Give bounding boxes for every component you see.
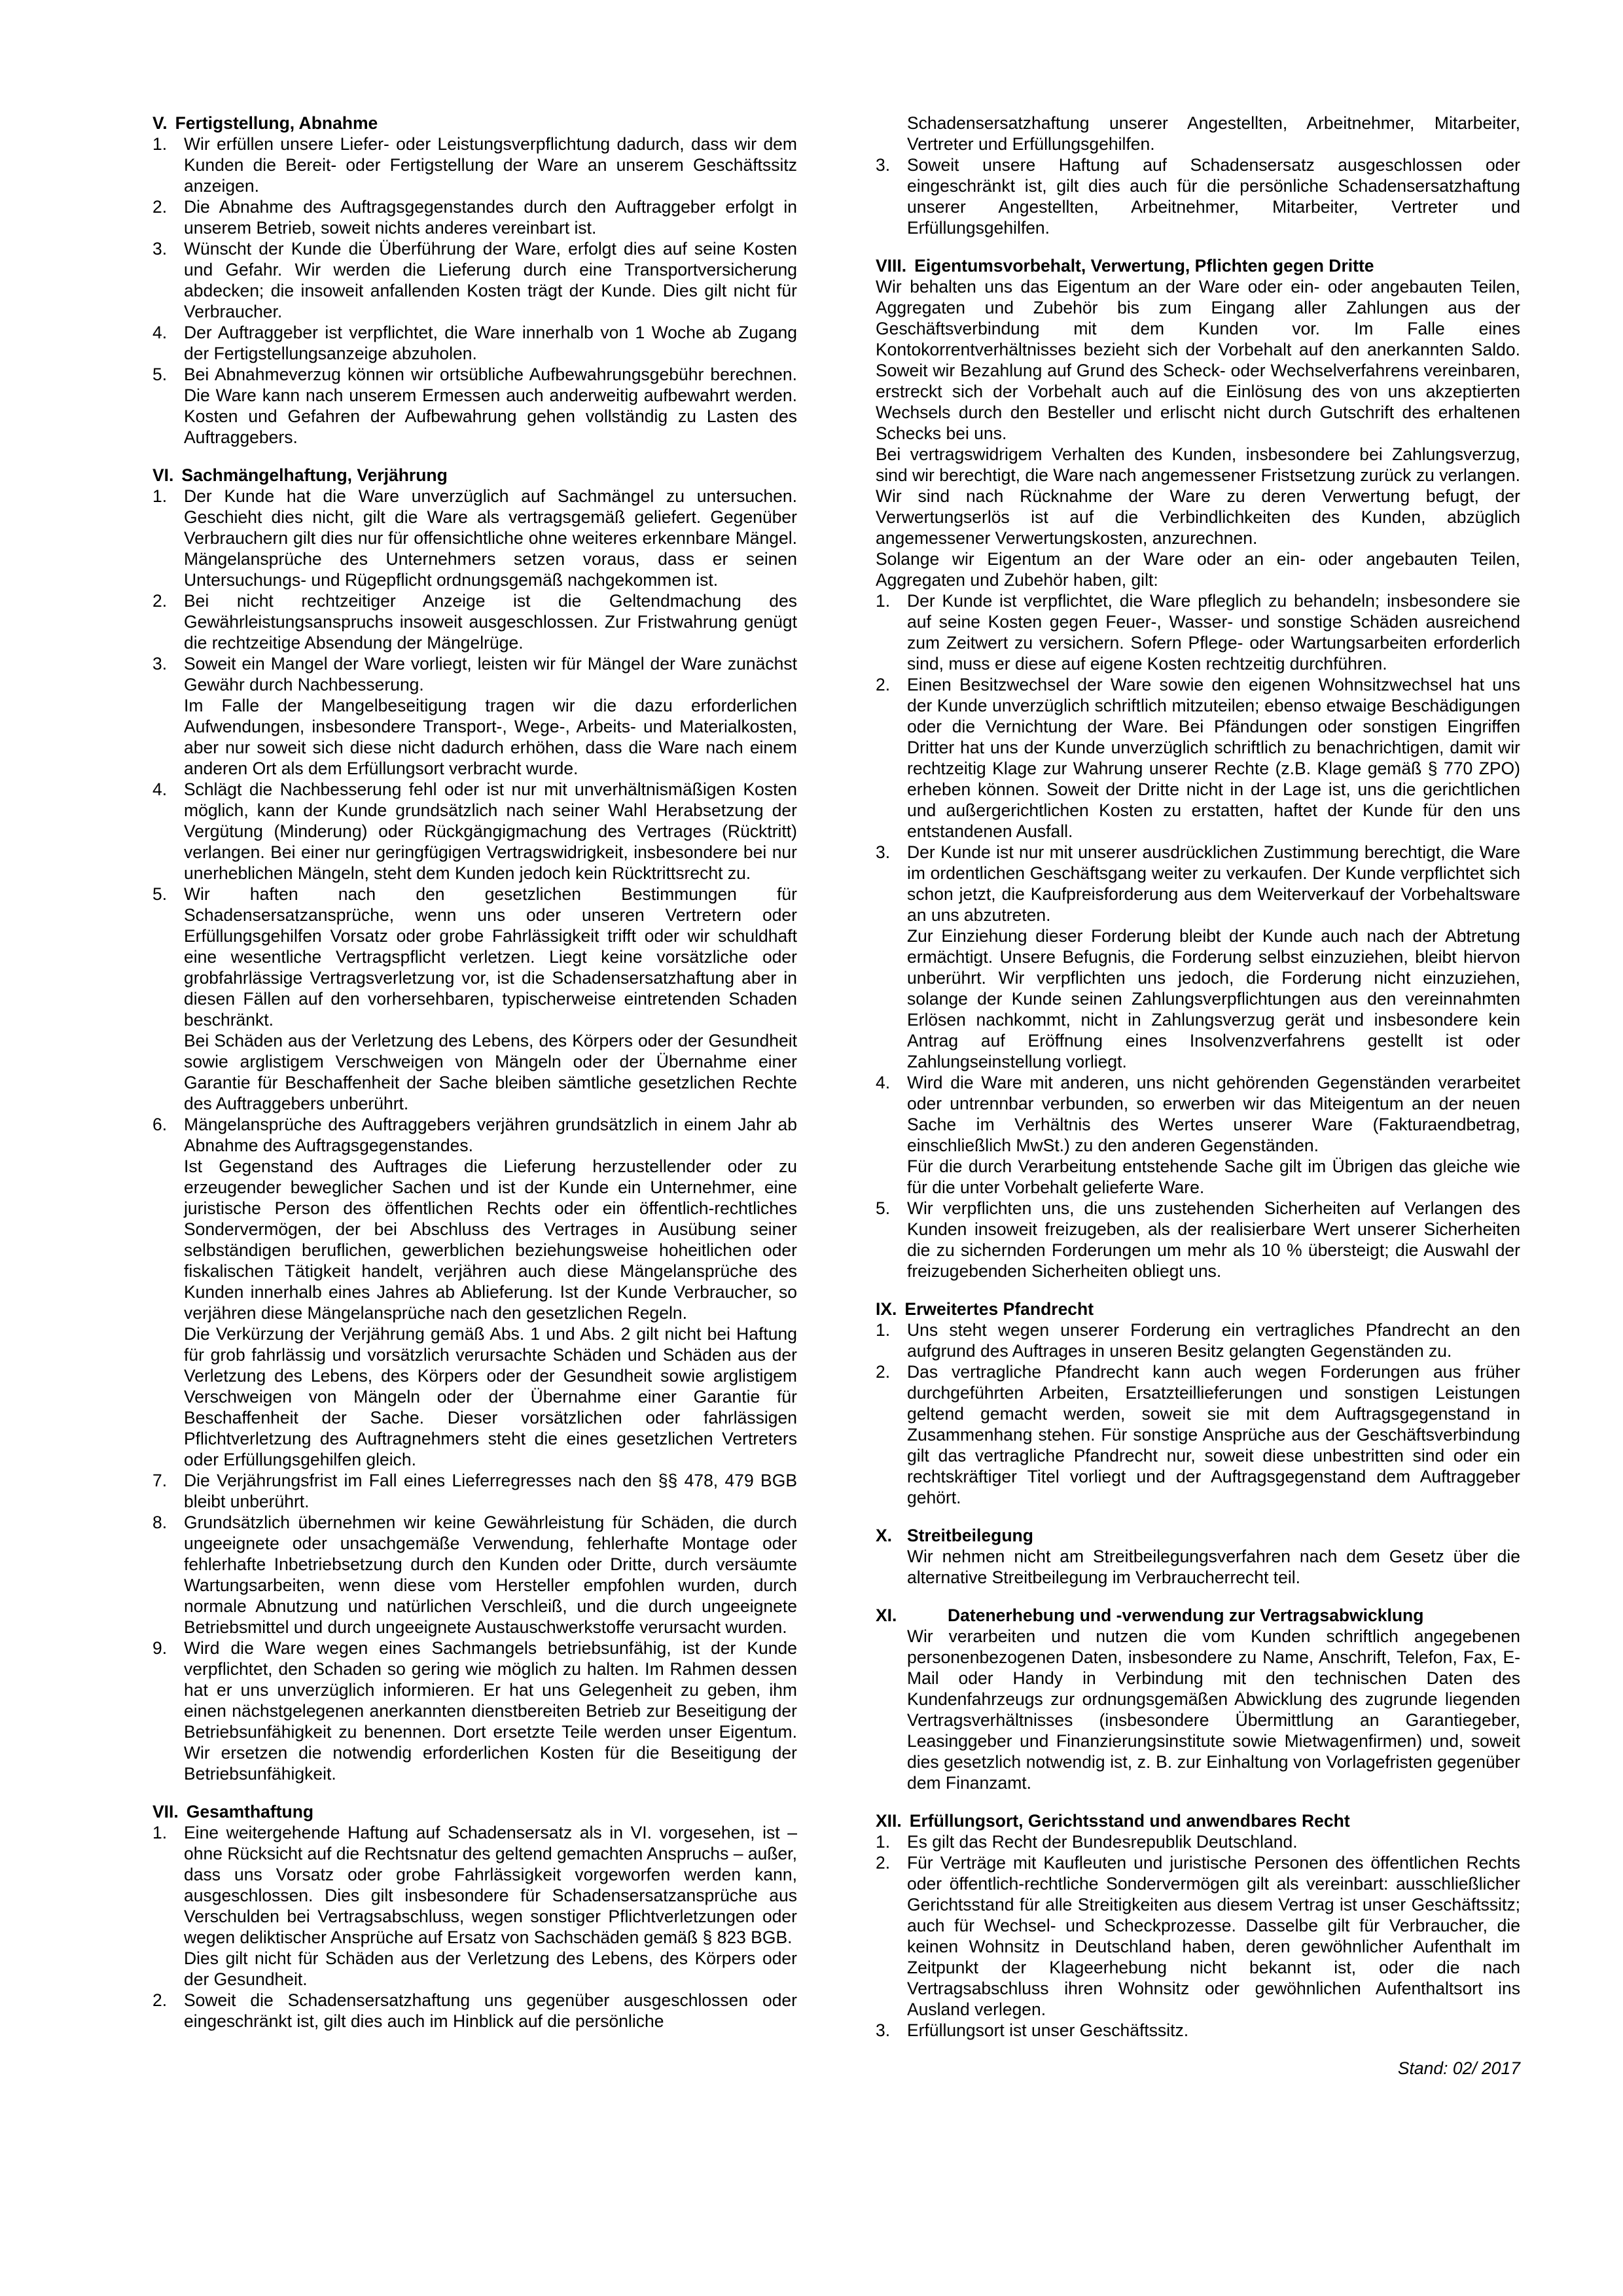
paragraph: Eine weitergehende Haftung auf Schadensersatz als in VI. vorgesehen, ist – ohne Rücksicht auf die Rechtsnatur des geltend gemachten Anspruchs – außer, dass uns Vorsatz oder grobe Fahrlässigkeit vorgeworfen werden kann, ausgeschlossen. Dies gilt insbesondere für Schadensersatzansprüche aus Verschulden bei Vertragsabschluss, wegen sonstiger Pflichtverletzungen oder wegen deliktischer Ansprüche auf Ersatz von Sachschäden gemäß § 823 BGB. — [184, 1823, 797, 1947]
numbered-clause — [152, 486, 797, 590]
clause-text — [184, 1990, 797, 2032]
clause-number — [876, 1546, 907, 1588]
paragraph: Bei nicht rechtzeitiger Anzeige ist die Geltendmachung des Gewährleistungsanspruchs insoweit ausgeschlossen. Zur Fristwahrung genügt die rechtzeitige Absendung der Mängelrüge. — [184, 591, 797, 653]
numbered-clause — [152, 653, 797, 779]
section-title: Gesamthaftung — [186, 1802, 314, 1821]
clause-number: 2. — [876, 675, 891, 694]
paragraph: Mängelansprüche des Auftraggebers verjähren grundsätzlich in einem Jahr ab Abnahme des Auftragsgegenstandes. — [184, 1115, 797, 1155]
section-title: Erfüllungsort, Gerichtsstand und anwendbares Recht — [909, 1811, 1350, 1831]
numbered-clause — [876, 1831, 1520, 1852]
paragraph: Wir verpflichten uns, die uns zustehenden Sicherheiten auf Verlangen des Kunden insoweit freizugeben, als der realisierbare Wert unserer Sicherheiten die zu sichernden Forderungen um mehr als 10 % übersteigt; die Auswahl der freizugebenden Sicherheiten obliegt uns. — [907, 1198, 1520, 1281]
clause-number: 3. — [876, 155, 891, 175]
clause-text — [184, 196, 797, 238]
paragraph: Wir behalten uns das Eigentum an der Ware oder ein- oder angebauten Teilen, Aggregaten und Zubehör bis zum Eingang aller Zahlungen aus der Geschäftsverbindung mit dem Kunden vor. Im Falle eines Kontokorrentverhältnisses bezieht sich der Vorbehalt auf den anerkannten Saldo. Soweit wir Bezahlung auf Grund des Scheck- oder Wechselverfahrens vereinbaren, erstreckt sich der Vorbehalt auch auf die Einlösung des von uns akzeptierten Wechsels durch den Besteller und erlischt nicht durch Gutschrift des erhaltenen Schecks bei uns. — [876, 277, 1520, 443]
section-numeral: IX. — [876, 1299, 897, 1319]
paragraph: Schadensersatzhaftung unserer Angestellten, Arbeitnehmer, Mitarbeiter, Vertreter und Erfüllungsgehilfen. — [907, 113, 1520, 154]
section-title: Sachmängelhaftung, Verjährung — [181, 465, 448, 485]
numbered-clause — [876, 1319, 1520, 1361]
clause-number: 5. — [876, 1198, 891, 1218]
paragraph: Der Auftraggeber ist verpflichtet, die Ware innerhalb von 1 Woche ab Zugang der Fertigstellungsanzeige abzuholen. — [184, 323, 797, 363]
clause-number: 4. — [152, 780, 168, 799]
paragraph: Im Falle der Mangelbeseitigung tragen wir die dazu erforderlichen Aufwendungen, insbesondere Transport-, Wege-, Arbeits- und Materialkosten, aber nur soweit sich diese nicht dadurch erhöhen, dass die Ware nach einem anderen Ort als dem Erfüllungsort verbracht wurde. — [184, 696, 797, 778]
numbered-clause — [152, 779, 797, 884]
paragraph: Schlägt die Nachbesserung fehl oder ist nur mit unverhältnismäßigen Kosten möglich, kann der Kunde grundsätzlich nach seiner Wahl Herabsetzung der Vergütung (Minderung) oder Rückgängigmachung des Vertrages (Rücktritt) verlangen. Bei einer nur geringfügigen Vertragswidrigkeit, insbesondere bei nur unerheblichen Mängeln, steht dem Kunden jedoch kein Rücktrittsrecht zu. — [184, 780, 797, 883]
section — [876, 1525, 1520, 1588]
numbered-clause — [152, 364, 797, 448]
clause-number: 1. — [152, 486, 168, 506]
section — [876, 1810, 1520, 2041]
section-title: Erweitertes Pfandrecht — [904, 1299, 1094, 1319]
clause-number: 6. — [152, 1115, 168, 1134]
numbered-clause — [152, 884, 797, 1114]
clause-text — [907, 154, 1520, 238]
numbered-clause — [152, 1512, 797, 1638]
clause-number: 3. — [152, 239, 168, 259]
clause-number: 2. — [876, 1362, 891, 1382]
section-heading — [876, 1525, 1520, 1546]
revision-date: Stand: 02/ 2017 — [1397, 2058, 1520, 2078]
numbered-clause — [876, 1072, 1520, 1198]
section-numeral: X. — [876, 1526, 893, 1545]
paragraph: Solange wir Eigentum an der Ware oder an ein- oder angebauten Teilen, Aggregaten und Zubehör haben, gilt: — [876, 549, 1520, 590]
section — [876, 113, 1520, 238]
clause-text — [184, 364, 797, 448]
clause-text — [184, 134, 797, 196]
clause-text — [907, 1626, 1520, 1793]
clause-text — [907, 590, 1520, 674]
clause-number: 3. — [876, 2020, 891, 2040]
clause-text — [876, 444, 1520, 548]
paragraph: Für die durch Verarbeitung entstehende Sache gilt im Übrigen das gleiche wie für die unter Vorbehalt gelieferte Ware. — [907, 1157, 1520, 1197]
paragraph: Soweit die Schadensersatzhaftung uns gegenüber ausgeschlossen oder eingeschränkt ist, gilt dies auch im Hinblick auf die persönliche — [184, 1990, 797, 2031]
numbered-clause — [876, 1852, 1520, 2020]
left-column — [152, 113, 797, 2032]
section-heading — [876, 1605, 1520, 1626]
clause-text — [184, 486, 797, 590]
clause-number: 9. — [152, 1638, 168, 1658]
clause-number: 4. — [876, 1073, 891, 1092]
paragraph: Uns steht wegen unserer Forderung ein vertragliches Pfandrecht an den aufgrund des Auftrages in unseren Besitz gelangten Gegenständen zu. — [907, 1320, 1520, 1361]
numbered-clause — [152, 134, 797, 196]
paragraph: Wir erfüllen unsere Liefer- oder Leistungsverpflichtung dadurch, dass wir dem Kunden die Bereit- oder Fertigstellung der Ware an unserem Geschäftssitz anzeigen. — [184, 134, 797, 196]
paragraph: Die Verkürzung der Verjährung gemäß Abs. 1 und Abs. 2 gilt nicht bei Haftung für grob fahrlässig und vorsätzlich verursachte Schäden und Schäden aus der Verletzung des Lebens, des Körpers oder der Gesundheit sowie arglistigem Verschweigen von Mängeln oder der Übernahme einer Garantie für Beschaffenheit der Sache. Dieser vorsätzlichen oder fahrlässigen Pflichtverletzung des Auftragnehmers steht die eines gesetzlichen Vertreters oder Erfüllungsgehilfen gleich. — [184, 1324, 797, 1469]
clause-text — [184, 1512, 797, 1638]
section — [152, 113, 797, 448]
section-heading — [152, 113, 797, 134]
section-numeral: V. — [152, 113, 168, 133]
section-heading — [152, 465, 797, 486]
clause-number: 2. — [152, 197, 168, 217]
clause-number: 2. — [876, 1853, 891, 1873]
clause-number: 7. — [152, 1471, 168, 1490]
clause-number: 4. — [152, 323, 168, 342]
numbered-clause — [876, 674, 1520, 842]
section-title: Streitbeilegung — [907, 1526, 1033, 1545]
clause-text — [907, 1072, 1520, 1198]
clause-number — [876, 1626, 907, 1793]
clause-text — [907, 1831, 1520, 1852]
numbered-clause — [152, 1638, 797, 1784]
clause-text — [184, 1822, 797, 1990]
right-column — [876, 113, 1520, 2079]
paragraph: Der Kunde ist nur mit unserer ausdrücklichen Zustimmung berechtigt, die Ware im ordentlichen Geschäftsgang weiter zu verkaufen. Der Kunde verpflichtet sich schon jetzt, die Kaufpreisforderung aus dem Weiterverkauf der Vorbehaltsware an uns abzutreten. — [907, 842, 1520, 925]
paragraph: Wünscht der Kunde die Überführung der Ware, erfolgt dies auf seine Kosten und Gefahr. Wir werden die Lieferung durch eine Transportversicherung abdecken; die insoweit anfallenden Kosten trägt der Kunde. Dies gilt nicht für Verbraucher. — [184, 239, 797, 321]
clause-text — [907, 113, 1520, 154]
clause-number: 2. — [152, 591, 168, 611]
section-numeral: XI. — [876, 1605, 897, 1625]
paragraph: Das vertragliche Pfandrecht kann auch wegen Forderungen aus früher durchgeführten Arbeiten, Ersatzteillieferungen und sonstigen Leistungen geltend gemacht werden, soweit sie mit dem Auftragsgegenstand in Zusammenhang stehen. Für sonstige Ansprüche aus der Geschäftsverbindung gilt das vertragliche Pfandrecht nur, soweit diese unbestritten sind oder ein rechtskräftiger Titel vorliegt und der Auftragsgegenstand dem Auftraggeber gehört. — [907, 1362, 1520, 1507]
clause-number: 1. — [876, 1832, 891, 1852]
paragraph: Erfüllungsort ist unser Geschäftssitz. — [907, 2020, 1189, 2040]
paragraph: Soweit unsere Haftung auf Schadensersatz ausgeschlossen oder eingeschränkt ist, gilt dies auch für die persönliche Schadensersatzhaftung unserer Angestellten, Arbeitnehmer, Mitarbeiter, Vertreter und Erfüllungsgehilfen. — [907, 155, 1520, 238]
clause-text — [907, 674, 1520, 842]
paragraph: Wird die Ware mit anderen, uns nicht gehörenden Gegenständen verarbeitet oder untrennbar verbunden, so erwerben wir das Miteigentum an der neuen Sache im Verhältnis des Wertes unserer Ware (Fakturaendbetrag, einschließlich MwSt.) zu den anderen Gegenständen. — [907, 1073, 1520, 1155]
paragraph: Für Verträge mit Kaufleuten und juristische Personen des öffentlichen Rechts oder öffentlich-rechtliche Sondervermögen gilt als vereinbart: ausschließlicher Gerichtsstand für alle Streitigkeiten aus diesem Vertrag ist unser Geschäftssitz; auch für Wechsel- und Scheckprozesse. Dasselbe gilt für Verbraucher, die keinen Wohnsitz in Deutschland haben, deren gewöhnlicher Aufenthalt im Zeitpunkt der Klageerhebung nicht bekannt ist, oder die nach Vertragsabschluss ihren Wohnsitz oder gewöhnlichen Aufenthaltsort ins Ausland verlegen. — [907, 1853, 1520, 2019]
paragraph: Soweit ein Mangel der Ware vorliegt, leisten wir für Mängel der Ware zunächst Gewähr durch Nachbesserung. — [184, 654, 797, 694]
numbered-clause — [152, 1822, 797, 1990]
clause-text — [184, 779, 797, 884]
paragraph: Wir haften nach den gesetzlichen Bestimmungen für Schadensersatzansprüche, wenn uns oder unseren Vertretern oder Erfüllungsgehilfen Vorsatz oder grobe Fahrlässigkeit trifft oder wir schuldhaft eine wesentliche Vertragspflicht verletzen. Liegt keine vorsätzliche oder grobfahrlässige Vertragsverletzung vor, ist die Schadensersatzhaftung aber in diesen Fällen auf den vorhersehbaren, typischerweise eintretenden Schaden beschränkt. — [184, 884, 797, 1030]
clause-text — [184, 1114, 797, 1470]
numbered-clause — [876, 2020, 1520, 2041]
right-column-sections — [876, 113, 1520, 2041]
paragraph: Es gilt das Recht der Bundesrepublik Deutschland. — [907, 1832, 1298, 1852]
clause-text — [876, 276, 1520, 444]
numbered-clause — [152, 322, 797, 364]
section — [152, 465, 797, 1784]
clause-text — [184, 1470, 797, 1512]
clause-number: 1. — [152, 1823, 168, 1842]
paragraph: Einen Besitzwechsel der Ware sowie den eigenen Wohnsitzwechsel hat uns der Kunde unverzüglich schriftlich mitzuteilen; ebenso etwaige Beschädigungen oder die Vernichtung der Ware. Bei Pfändungen oder sonstigen Eingriffen Dritter hat uns der Kunde unverzüglich schriftlich zu benachrichtigen, damit wir rechtzeitig Klage zur Wahrung unserer Rechte (z.B. Klage gemäß § 770 ZPO) erheben können. Soweit der Dritte nicht in der Lage ist, uns die gerichtlichen und außergerichtlichen Kosten zu erstatten, haftet der Kunde für den uns entstandenen Ausfall. — [907, 675, 1520, 841]
continuation-clause — [876, 1626, 1520, 1793]
clause-text — [907, 842, 1520, 1072]
numbered-clause — [152, 238, 797, 322]
numbered-clause — [152, 1990, 797, 2032]
numbered-clause — [152, 590, 797, 653]
section — [876, 1299, 1520, 1508]
numbered-clause — [152, 1470, 797, 1512]
numbered-clause — [876, 1198, 1520, 1282]
paragraph: Grundsätzlich übernehmen wir keine Gewährleistung für Schäden, die durch ungeeignete oder unsachgemäße Verwendung, fehlerhafte Montage oder fehlerhafte Inbetriebsetzung durch den Kunden oder Dritte, durch versäumte Wartungsarbeiten, wenn diese vom Hersteller empfohlen wurden, durch normale Abnutzung und natürlichen Verschleiß, und die durch ungeeignete Betriebsmittel und durch ungeeignete Austauschwerkstoffe verursacht wurden. — [184, 1513, 797, 1637]
clause-text — [184, 1638, 797, 1784]
paragraph: Bei Abnahmeverzug können wir ortsübliche Aufbewahrungsgebühr berechnen. Die Ware kann nach unserem Ermessen auch anderweitig aufbewahrt werden. Kosten und Gefahren der Aufbewahrung gehen vollständig zu Lasten des Auftraggebers. — [184, 365, 797, 447]
paragraph: Wir nehmen nicht am Streitbeilegungsverfahren nach dem Gesetz über die alternative Streitbeilegung im Verbraucherrecht teil. — [907, 1547, 1520, 1587]
clause-text — [907, 2020, 1520, 2041]
numbered-clause — [876, 1361, 1520, 1508]
paragraph: Dies gilt nicht für Schäden aus der Verletzung des Lebens, des Körpers oder der Gesundheit. — [184, 1948, 797, 1989]
paragraph: Die Abnahme des Auftragsgegenstandes durch den Auftraggeber erfolgt in unserem Betrieb, soweit nichts anderes vereinbart ist. — [184, 197, 797, 238]
paragraph: Zur Einziehung dieser Forderung bleibt der Kunde auch nach der Abtretung ermächtigt. Unsere Befugnis, die Forderung selbst einzuziehen, bleibt hiervon unberührt. Wir verpflichten uns jedoch, die Forderung nicht einzuziehen, solange der Kunde seinen Zahlungsverpflichtungen aus den vereinnahmten Erlösen nachkommt, nicht in Zahlungsverzug gerät und insbesondere kein Antrag auf Eröffnung eines Insolvenzverfahrens gestellt ist oder Zahlungseinstellung vorliegt. — [907, 926, 1520, 1071]
clause-number: 3. — [876, 842, 891, 862]
paragraph: Der Kunde hat die Ware unverzüglich auf Sachmängel zu untersuchen. Geschieht dies nicht, gilt die Ware als vertragsgemäß geliefert. Gegenüber Verbrauchern gilt dies nur für offensichtliche ohne weiteres erkennbare Mängel. Mängelansprüche des Unternehmers setzen voraus, dass er seinen Untersuchungs- und Rügepflicht ordnungsgemäß nachgekommen ist. — [184, 486, 797, 590]
clause-text — [907, 1198, 1520, 1282]
clause-text — [184, 238, 797, 322]
section-numeral: VII. — [152, 1802, 179, 1821]
numbered-clause — [876, 590, 1520, 674]
clause-number: 3. — [152, 654, 168, 673]
section-heading — [876, 255, 1520, 276]
section — [876, 255, 1520, 1282]
clause-text — [184, 653, 797, 779]
paragraph: Die Verjährungsfrist im Fall eines Lieferregresses nach den §§ 478, 479 BGB bleibt unberührt. — [184, 1471, 797, 1511]
clause-number — [876, 113, 907, 154]
clause-text — [184, 884, 797, 1114]
clause-text — [907, 1852, 1520, 2020]
clause-number: 1. — [876, 591, 891, 611]
section-title: Fertigstellung, Abnahme — [175, 113, 378, 133]
section-title: Datenerhebung und -verwendung zur Vertragsabwicklung — [948, 1605, 1424, 1625]
section-heading — [876, 1810, 1520, 1831]
numbered-clause — [152, 1114, 797, 1470]
numbered-clause — [152, 196, 797, 238]
clause-number: 5. — [152, 365, 168, 384]
paragraph: Wir verarbeiten und nutzen die vom Kunden schriftlich angegebenen personenbezogenen Daten, insbesondere zu Name, Anschrift, Telefon, Fax, E-Mail oder Handy in Verbindung mit den technischen Daten des Kundenfahrzeugs zur ordnungsgemäßen Abwicklung des zugrunde liegenden Vertragsverhältnisses (insbesondere Übermittlung an Garantiegeber, Leasinggeber und Finanzierungsinstitute sowie Mietwagenfirmen) und, soweit dies gesetzlich notwendig ist, z. B. zur Einhaltung von Vorlagefristen gegenüber dem Finanzamt. — [907, 1626, 1520, 1793]
numbered-clause — [876, 154, 1520, 238]
clause-text — [876, 548, 1520, 590]
clause-number: 2. — [152, 1990, 168, 2010]
clause-text — [907, 1319, 1520, 1361]
clause-text — [907, 1361, 1520, 1508]
paragraph: Ist Gegenstand des Auftrages die Lieferung herzustellender oder zu erzeugender beweglicher Sachen und ist der Kunde ein Unternehmer, eine juristische Person des öffentlichen Rechts oder ein öffentlich-rechtliches Sondervermögen, der bei Abschluss des Vertrages in Ausübung seiner selbständigen beruflichen, gewerblichen beziehungsweise hoheitlichen oder fiskalischen Tätigkeit handelt, verjähren auch diese Mängelansprüche des Kunden innerhalb eines Jahres ab Ablieferung. Ist der Kunde Verbraucher, so verjähren diese Mängelansprüche nach den gesetzlichen Regeln. — [184, 1157, 797, 1323]
paragraph-block — [876, 444, 1520, 548]
clause-number: 1. — [876, 1320, 891, 1340]
paragraph: Bei Schäden aus der Verletzung des Lebens, des Körpers oder der Gesundheit sowie arglistigem Verschweigen von Mängeln oder der Übernahme einer Garantie für Beschaffenheit der Sache bleiben sämtliche gesetzlichen Rechte des Auftraggebers unberührt. — [184, 1031, 797, 1113]
section-title: Eigentumsvorbehalt, Verwertung, Pflichten gegen Dritte — [914, 256, 1374, 276]
clause-text — [907, 1546, 1520, 1588]
section-numeral: XII. — [876, 1811, 902, 1831]
clause-text — [184, 590, 797, 653]
clause-number: 1. — [152, 134, 168, 154]
section-heading — [876, 1299, 1520, 1319]
continuation-clause — [876, 1546, 1520, 1588]
paragraph: Bei vertragswidrigem Verhalten des Kunden, insbesondere bei Zahlungsverzug, sind wir berechtigt, die Ware nach angemessener Fristsetzung zurück zu verlangen. Wir sind nach Rücknahme der Ware zu deren Verwertung befugt, der Verwertungserlös ist auf die Verbindlichkeiten des Kunden, abzüglich angemessener Verwertungskosten, anzurechnen. — [876, 444, 1520, 548]
section-numeral: VI. — [152, 465, 174, 485]
paragraph-block — [876, 276, 1520, 444]
continuation-clause — [876, 113, 1520, 154]
section-numeral: VIII. — [876, 256, 907, 276]
paragraph-block — [876, 548, 1520, 590]
clause-text — [184, 322, 797, 364]
paragraph: Wird die Ware wegen eines Sachmangels betriebsunfähig, ist der Kunde verpflichtet, den Schaden so gering wie möglich zu halten. Im Rahmen dessen hat er uns unverzüglich informieren. Er hat uns Gelegenheit zu geben, ihm einen nächstgelegenen anerkannten dienstbereiten Betrieb zur Beseitigung der Betriebsunfähigkeit zu benennen. Dort ersetzte Teile werden unser Eigentum. Wir ersetzen die notwendig erforderlichen Kosten für die Beseitigung der Betriebsunfähigkeit. — [184, 1638, 797, 1784]
section — [152, 1801, 797, 2032]
clause-number: 8. — [152, 1513, 168, 1532]
clause-number: 5. — [152, 884, 168, 904]
section — [876, 1605, 1520, 1793]
paragraph: Der Kunde ist verpflichtet, die Ware pfleglich zu behandeln; insbesondere sie auf seine Kosten gegen Feuer-, Wasser- und sonstige Schäden ausreichend zum Zeitwert zu versichern. Sofern Pflege- oder Wartungsarbeiten erforderlich sind, muss er diese auf eigene Kosten rechtzeitig durchführen. — [907, 591, 1520, 673]
section-heading — [152, 1801, 797, 1822]
numbered-clause — [876, 842, 1520, 1072]
